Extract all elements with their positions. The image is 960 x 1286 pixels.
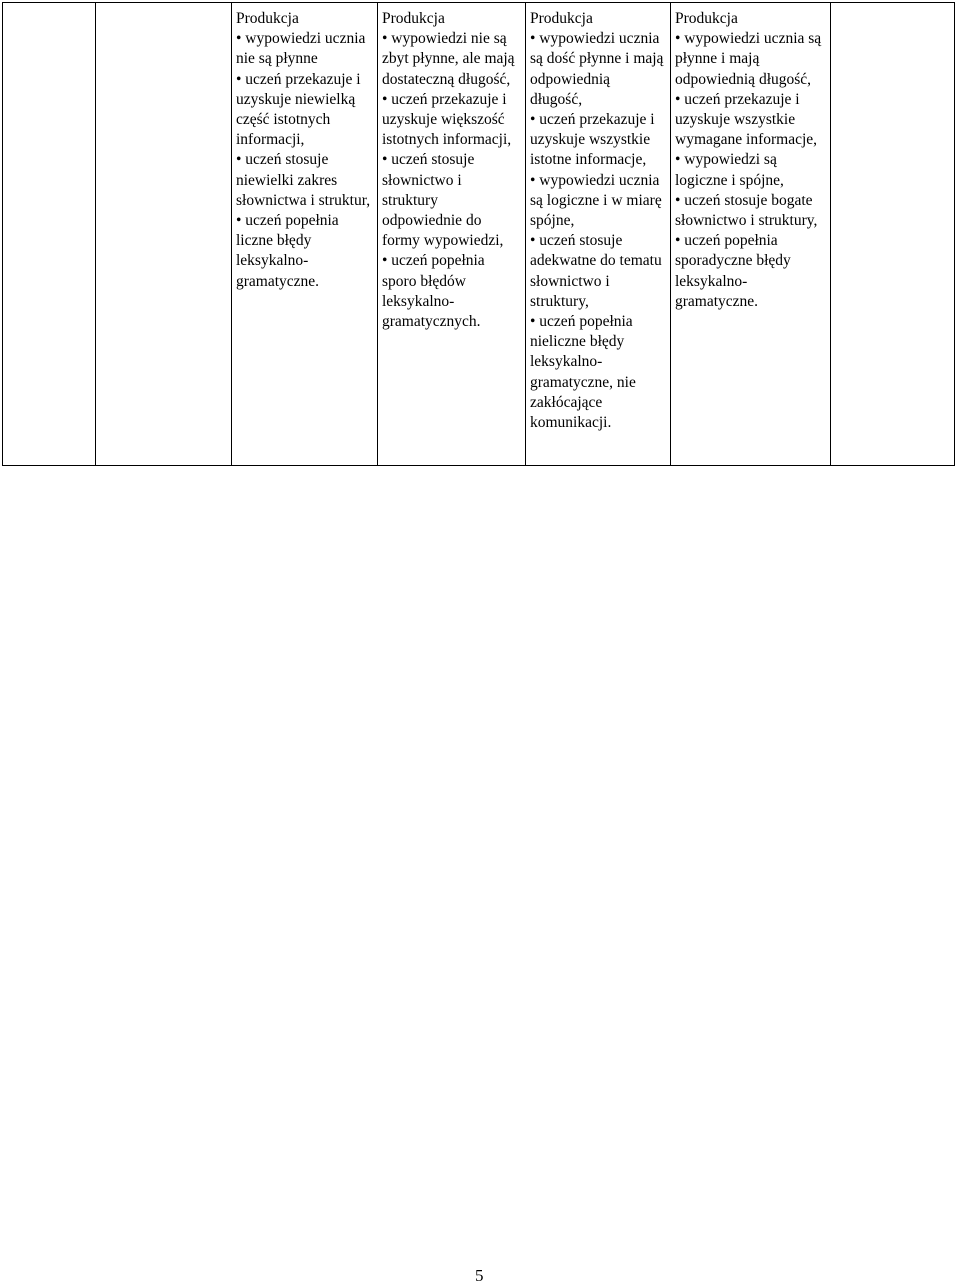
list-item: • uczeń popełnia sporo błędów leksykalno-gramatycznych. <box>382 252 485 331</box>
cell-heading: Produkcja <box>675 10 738 27</box>
empty-cell <box>3 3 96 466</box>
list-item: • wypowiedzi nie są zbyt płynne, ale mają dostateczną długość, <box>382 30 515 88</box>
empty-cell <box>96 3 232 466</box>
list-item: • wypowiedzi są logiczne i spójne, <box>675 151 784 189</box>
criteria-cell <box>526 3 671 466</box>
list-item: • wypowiedzi ucznia nie są płynne <box>236 30 366 68</box>
list-item: • uczeń stosuje słownictwo i struktury odpowiednie do formy wypowiedzi, <box>382 151 504 250</box>
list-item: • wypowiedzi ucznia są logiczne i w miarę spójne, <box>530 171 662 230</box>
cell-heading: Produkcja <box>236 10 299 27</box>
page-number: 5 <box>475 1266 484 1285</box>
empty-cell <box>831 3 955 466</box>
list-item: • wypowiedzi ucznia są płynne i mają odpowiednią długość, <box>675 30 822 88</box>
assessment-table <box>2 2 955 466</box>
list-item: • wypowiedzi ucznia są dość płynne i mają odpowiednią długość, <box>530 30 664 108</box>
list-item: • uczeń popełnia nieliczne błędy leksykalno-gramatyczne, nie zakłócające komunikacji. <box>530 313 636 432</box>
list-item: • uczeń stosuje niewielki zakres słownictwa i struktur, <box>236 151 371 209</box>
table-row <box>3 3 955 466</box>
list-item: • uczeń popełnia liczne błędy leksykalno-gramatyczne. <box>236 212 339 290</box>
cell-heading: Produkcja <box>382 10 445 27</box>
list-item: • uczeń stosuje adekwatne do tematu słownictwo i struktury, <box>530 232 662 310</box>
list-item: • uczeń popełnia sporadyczne błędy leksykalno-gramatyczne. <box>675 232 791 310</box>
list-item: • uczeń przekazuje i uzyskuje wszystkie wymagane informacje, <box>675 90 818 149</box>
list-item: • uczeń przekazuje i uzyskuje większość istotnych informacji, <box>382 90 512 149</box>
criteria-cell <box>232 3 378 466</box>
cell-heading: Produkcja <box>530 10 593 27</box>
list-item: • uczeń przekazuje i uzyskuje wszystkie istotne informacje, <box>530 111 655 169</box>
criteria-cell <box>671 3 831 466</box>
list-item: • uczeń stosuje bogate słownictwo i struktury, <box>675 191 818 230</box>
list-item: • uczeń przekazuje i uzyskuje niewielką część istotnych informacji, <box>236 70 361 149</box>
criteria-cell <box>378 3 526 466</box>
